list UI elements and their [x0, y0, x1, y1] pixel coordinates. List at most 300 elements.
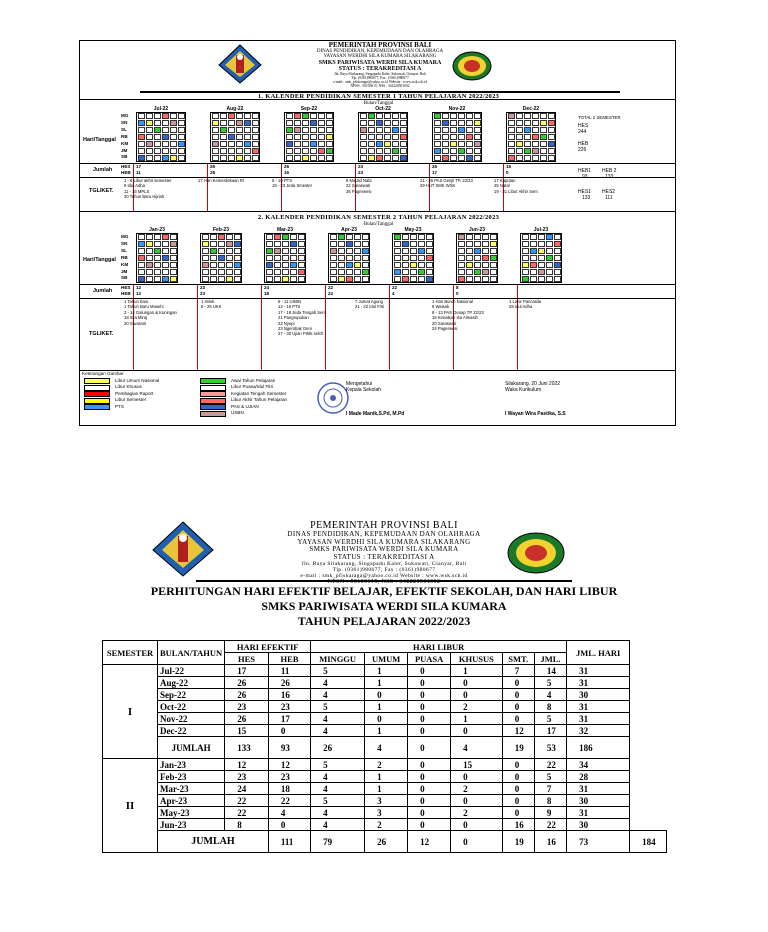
- day-code: RB: [121, 133, 128, 139]
- calendar-day-cell: [524, 113, 531, 119]
- table-row: [103, 807, 667, 819]
- calendar-day-cell: [548, 141, 555, 147]
- calendar-day-cell: [298, 276, 305, 282]
- calendar-day-cell: [516, 141, 523, 147]
- calendar-day-cell: [290, 248, 297, 254]
- calendar-day-cell: [458, 241, 465, 247]
- calendar-day-cell: [458, 148, 465, 154]
- calendar-day-cell: [554, 269, 561, 275]
- calendar-day-cell: [554, 234, 561, 240]
- calendar-day-cell: [146, 113, 153, 119]
- calendar-note: 21 - 26 PAS Genjil TP. 22/23: [420, 178, 473, 183]
- calendar-note: 11 - 16 MPLS: [124, 188, 150, 194]
- calendar-day-cell: [338, 255, 345, 261]
- value-cell: 5: [534, 771, 566, 783]
- calendar-day-cell: [286, 127, 293, 133]
- calendar-note: 1 Tahun Baru Masehi: [124, 304, 164, 310]
- calendar-day-cell: [474, 113, 481, 119]
- value-cell: 0: [365, 689, 408, 701]
- value-cell: 0: [502, 807, 534, 819]
- jumlah-value: 8: [456, 285, 459, 290]
- calendar-day-cell: [162, 234, 169, 240]
- table-row: [103, 771, 667, 783]
- calendar-day-cell: [434, 120, 441, 126]
- calendar-note: 17 - 18 Jeda Tengah Sem: [278, 309, 326, 315]
- calendar-note: 7 Jumat Agung: [355, 299, 383, 304]
- calendar-day-cell: [138, 234, 145, 240]
- calendar-note: 1 Hari Buruh Nasional: [432, 299, 473, 304]
- calendar-day-cell: [138, 248, 145, 254]
- month-separator: [207, 164, 208, 212]
- calendar-day-cell: [458, 120, 465, 126]
- calendar-day-cell: [540, 120, 547, 126]
- value-cell: 9: [534, 807, 566, 819]
- letterhead-line: YAYASAN WERDHI SILA KUMARA SILAKARANG: [323, 54, 437, 60]
- calendar-day-cell: [554, 276, 561, 282]
- calendar-day-cell: [522, 269, 529, 275]
- calendar-day-cell: [226, 241, 233, 247]
- value-cell: 22: [534, 819, 566, 831]
- value-cell: 4: [311, 771, 365, 783]
- calendar-day-cell: [426, 241, 433, 247]
- calendar-day-cell: [310, 148, 317, 154]
- month-cell: Sep-22: [158, 689, 225, 701]
- calendar-day-cell: [532, 155, 539, 161]
- legend-title: Keterangan Gambar: [82, 371, 124, 376]
- day-code: MG: [121, 234, 129, 239]
- calendar-day-cell: [394, 255, 401, 261]
- calendar-day-cell: [360, 141, 367, 147]
- month-name: Sep-22: [300, 106, 318, 112]
- calendar-day-cell: [294, 134, 301, 140]
- calendar-day-cell: [418, 276, 425, 282]
- header-puasa: PUASA: [408, 653, 451, 665]
- calendar-day-cell: [294, 127, 301, 133]
- calendar-day-cell: [384, 134, 391, 140]
- calendar-day-cell: [170, 262, 177, 268]
- calendar-day-cell: [294, 141, 301, 147]
- value-cell: 0: [408, 725, 451, 737]
- jumlah-value: 17: [432, 170, 438, 175]
- day-code: JM: [121, 147, 128, 153]
- calendar-day-cell: [146, 241, 153, 247]
- letterhead-line: STATUS : TERAKREDITASI A: [333, 552, 435, 561]
- calendar-day-cell: [138, 155, 145, 161]
- semester-cell: I: [103, 665, 158, 759]
- summary-hes-label: HES: [578, 123, 589, 129]
- table-row: [103, 759, 667, 771]
- month-block: [328, 227, 370, 283]
- calendar-day-cell: [346, 234, 353, 240]
- calendar-day-cell: [376, 141, 383, 147]
- value-cell: 2: [451, 701, 503, 713]
- calendar-day-cell: [346, 262, 353, 268]
- calendar-day-cell: [310, 113, 317, 119]
- calendar-day-cell: [410, 276, 417, 282]
- letterhead-line: Jln. Raya Silakarang, Singapadu Kaler, Sukawati, Gianyar, Bali: [334, 71, 426, 76]
- calendar-note: 9 Idul Adha: [124, 183, 145, 189]
- semester-cell: II: [103, 759, 158, 853]
- value-cell: 4: [311, 725, 365, 737]
- calendar-day-cell: [466, 155, 473, 161]
- calendar-day-cell: [138, 141, 145, 147]
- value-cell: 5: [311, 701, 365, 713]
- value-cell: 1: [451, 665, 503, 677]
- value-cell: 11: [268, 665, 310, 677]
- sem2-jumlah-codes: [121, 285, 131, 297]
- legend-label: Libur Umum Nasional: [115, 377, 160, 383]
- calendar-day-cell: [178, 155, 185, 161]
- calendar-day-cell: [410, 234, 417, 240]
- calendar-day-cell: [210, 262, 217, 268]
- grand-total-row: [103, 831, 667, 853]
- calendar-day-cell: [286, 113, 293, 119]
- calendar-day-cell: [546, 248, 553, 254]
- divider: [80, 284, 675, 285]
- calendar-day-cell: [392, 155, 399, 161]
- total-value: 133: [225, 737, 269, 759]
- letterhead-line: STATUS : TERAKREDITASI A: [338, 65, 422, 72]
- calendar-day-cell: [466, 148, 473, 154]
- value-cell: 0: [451, 771, 503, 783]
- summary-heb2-value: 133: [605, 174, 614, 180]
- calendar-day-cell: [508, 120, 515, 126]
- calendar-day-cell: [362, 276, 369, 282]
- day-code: SN: [121, 240, 128, 246]
- sign-right: [505, 381, 566, 417]
- header-bulan: BULAN/TAHUN: [158, 641, 225, 665]
- letterhead: [280, 41, 480, 89]
- calendar-day-cell: [290, 255, 297, 261]
- calendar-day-cell: [210, 269, 217, 275]
- calendar-note: 27 - 30 Ujian Prktk selch: [278, 331, 324, 337]
- calendar-day-cell: [394, 262, 401, 268]
- legend-label: PTS: [115, 403, 124, 409]
- calendar-day-cell: [362, 269, 369, 275]
- calendar-day-cell: [530, 269, 537, 275]
- calendar-day-cell: [368, 155, 375, 161]
- calendar-day-cell: [434, 155, 441, 161]
- calendar-day-cell: [540, 155, 547, 161]
- calendar-day-cell: [384, 148, 391, 154]
- divider: [80, 370, 675, 371]
- calendar-day-cell: [368, 148, 375, 154]
- calendar-day-cell: [290, 262, 297, 268]
- calendar-day-cell: [234, 241, 241, 247]
- calendar-day-cell: [402, 269, 409, 275]
- calendar-day-cell: [402, 234, 409, 240]
- calendar-day-cell: [434, 127, 441, 133]
- calendar-day-cell: [178, 113, 185, 119]
- table-row: [103, 677, 667, 689]
- calendar-day-cell: [330, 234, 337, 240]
- jumlah-value: 26: [210, 164, 216, 169]
- calendar-day-cell: [210, 248, 217, 254]
- calendar-day-cell: [234, 248, 241, 254]
- calendar-day-cell: [522, 234, 529, 240]
- calendar-day-cell: [490, 241, 497, 247]
- jumlah-value: 12: [136, 285, 142, 290]
- calendar-day-cell: [482, 234, 489, 240]
- calendar-day-cell: [346, 241, 353, 247]
- calendar-day-cell: [410, 248, 417, 254]
- value-cell: 17: [268, 713, 310, 725]
- header-minggu: MINGGU: [311, 653, 365, 665]
- jumlah-value: 23: [200, 291, 206, 296]
- calendar-day-cell: [252, 148, 259, 154]
- jumlah-value: 22: [328, 285, 334, 290]
- sign-space: [346, 393, 404, 411]
- calendar-day-cell: [508, 134, 515, 140]
- calendar-note: 23 Ngembak Geni: [278, 326, 312, 331]
- calendar-day-cell: [554, 248, 561, 254]
- calendar-day-cell: [354, 276, 361, 282]
- value-cell: 5: [311, 665, 365, 677]
- sem2-title: 2. KALENDER PENDIDIKAN SEMESTER 2 TAHUN PELAJARAN 2022/2023: [257, 214, 500, 221]
- calendar-note: 6 Waisak: [432, 304, 450, 310]
- jumlah-code: HEB: [121, 170, 131, 175]
- calendar-day-cell: [524, 155, 531, 161]
- calendar-day-cell: [508, 113, 515, 119]
- calendar-day-cell: [170, 148, 177, 154]
- calendar-day-cell: [244, 141, 251, 147]
- calendar-day-cell: [538, 276, 545, 282]
- value-cell: 8: [225, 819, 269, 831]
- calendar-day-cell: [418, 234, 425, 240]
- calendar-day-cell: [474, 241, 481, 247]
- calendar-day-cell: [384, 120, 391, 126]
- calendar-day-cell: [410, 241, 417, 247]
- summary-heb-value: 226: [578, 147, 587, 153]
- value-cell: 0: [408, 807, 451, 819]
- grand-total-value: 73: [567, 831, 630, 853]
- value-cell: 1: [451, 713, 503, 725]
- calendar-note: 18 Isra Miraj: [124, 315, 148, 321]
- letterhead-line: DINAS PENDIDIKAN, KEPEMUDAAN DAN OLAHRAGA: [316, 49, 444, 54]
- calendar-day-cell: [426, 262, 433, 268]
- calendar-day-cell: [362, 234, 369, 240]
- value-cell: 0: [451, 677, 503, 689]
- total-value: 4: [365, 737, 408, 759]
- calendar-note: 30 Tahun Baru Hijriah: [124, 194, 165, 200]
- calendar-day-cell: [418, 248, 425, 254]
- day-code: SL: [121, 247, 127, 253]
- calendar-day-cell: [466, 134, 473, 140]
- calendar-day-cell: [450, 141, 457, 147]
- calendar-day-cell: [516, 148, 523, 154]
- calendar-day-cell: [474, 248, 481, 254]
- calendar-day-cell: [146, 148, 153, 154]
- calendar-day-cell: [434, 134, 441, 140]
- month-block: [392, 227, 434, 283]
- calendar-day-cell: [530, 241, 537, 247]
- calendar-day-cell: [400, 148, 407, 154]
- calendar-day-cell: [146, 276, 153, 282]
- calendar-day-cell: [298, 248, 305, 254]
- table-row: [103, 795, 667, 807]
- calendar-day-cell: [400, 155, 407, 161]
- month-cell: Mar-23: [158, 783, 225, 795]
- calendar-day-cell: [532, 113, 539, 119]
- legend-label: Pembagian Raport: [115, 390, 154, 396]
- calendar-day-cell: [154, 241, 161, 247]
- calendar-day-cell: [146, 127, 153, 133]
- legend-swatch: [84, 385, 110, 391]
- calendar-day-cell: [450, 127, 457, 133]
- calendar-day-cell: [384, 155, 391, 161]
- value-cell: 3: [365, 807, 408, 819]
- calendar-day-cell: [354, 255, 361, 261]
- sem1-title: 1. KALENDER PENDIDIKAN SEMESTER 1 TAHUN PELAJARAN 2022/2023: [257, 93, 500, 100]
- calendar-day-cell: [546, 241, 553, 247]
- calendar-day-cell: [290, 234, 297, 240]
- calendar-day-cell: [286, 141, 293, 147]
- summary-hes1-label: HES1: [578, 189, 592, 195]
- calendar-day-cell: [282, 255, 289, 261]
- legend-swatch: [200, 411, 226, 417]
- calendar-day-cell: [330, 248, 337, 254]
- calendar-day-cell: [376, 120, 383, 126]
- calendar-day-cell: [162, 120, 169, 126]
- summary-hes-value: 244: [578, 129, 587, 135]
- calendar-note: 29 HUT SMK WSK: [420, 183, 456, 189]
- calendar-day-cell: [442, 155, 449, 161]
- calendar-day-cell: [228, 141, 235, 147]
- calendar-day-cell: [162, 113, 169, 119]
- summary-heb2-label: HEB 2: [602, 168, 617, 174]
- jumlah-value: 16: [284, 170, 290, 175]
- grand-total-value: 16: [534, 831, 566, 853]
- calendar-day-cell: [274, 262, 281, 268]
- letterhead-line: SMKS PARIWISATA WERDI SILA KUMARA: [318, 59, 442, 66]
- calendar-day-cell: [146, 262, 153, 268]
- calendar-day-cell: [218, 276, 225, 282]
- calendar-note: 13 - 16 PTS: [278, 304, 301, 310]
- calendar-day-cell: [178, 148, 185, 154]
- calendar-day-cell: [466, 248, 473, 254]
- value-cell: 15: [225, 725, 269, 737]
- day-code: SB: [121, 275, 128, 281]
- calendar-day-cell: [170, 141, 177, 147]
- month-name: May-23: [404, 227, 422, 233]
- calendar-day-cell: [394, 234, 401, 240]
- calendar-note: 26 Pagerwesi: [346, 188, 372, 194]
- calendar-day-cell: [302, 134, 309, 140]
- jumlah-value: 23: [200, 285, 206, 290]
- calendar-day-cell: [400, 113, 407, 119]
- header-khusus: KHUSUS: [451, 653, 503, 665]
- value-cell: 4: [534, 689, 566, 701]
- calendar-day-cell: [274, 276, 281, 282]
- calendar-day-cell: [450, 134, 457, 140]
- calendar-day-cell: [226, 234, 233, 240]
- calendar-day-cell: [302, 120, 309, 126]
- jumlah-value: 23: [358, 170, 364, 175]
- calendar-day-cell: [138, 120, 145, 126]
- month-block: [264, 227, 306, 283]
- value-cell: 0: [451, 819, 503, 831]
- calendar-note: 21 - 22 Idul Fitri: [355, 304, 385, 310]
- calendar-day-cell: [236, 113, 243, 119]
- header-hes: HES: [225, 653, 269, 665]
- calendar-day-cell: [226, 262, 233, 268]
- calendar-day-cell: [178, 120, 185, 126]
- sem2-row-jumlah: Jumlah: [93, 288, 113, 294]
- sign-right-line: Silakarang, 20 Juni 2022: [505, 381, 561, 387]
- calendar-day-cell: [458, 141, 465, 147]
- calendar-day-cell: [466, 262, 473, 268]
- sign-left-line: Mengetahui: [346, 381, 373, 387]
- calendar-day-cell: [450, 120, 457, 126]
- jumlah-value: 26: [284, 164, 290, 169]
- calendar-day-cell: [162, 134, 169, 140]
- calendar-day-cell: [354, 269, 361, 275]
- calendar-day-cell: [212, 127, 219, 133]
- calendar-day-cell: [516, 134, 523, 140]
- calendar-day-cell: [538, 262, 545, 268]
- value-cell: 31: [567, 701, 630, 713]
- calendar-day-cell: [220, 113, 227, 119]
- calendar-day-cell: [532, 134, 539, 140]
- calendar-day-cell: [146, 141, 153, 147]
- calendar-day-cell: [266, 276, 273, 282]
- calendar-day-cell: [392, 120, 399, 126]
- calendar-day-cell: [266, 241, 273, 247]
- calendar-day-cell: [474, 255, 481, 261]
- calendar-day-cell: [234, 262, 241, 268]
- calendar-day-cell: [266, 269, 273, 275]
- sem2-row-tglket: TGLIKET.: [89, 331, 114, 337]
- calendar-day-cell: [554, 255, 561, 261]
- calendar-day-cell: [310, 120, 317, 126]
- calendar-day-cell: [154, 148, 161, 154]
- calendar-day-cell: [266, 248, 273, 254]
- jumlah-value: 0: [506, 170, 509, 175]
- value-cell: 22: [268, 795, 310, 807]
- calendar-day-cell: [162, 262, 169, 268]
- value-cell: 1: [365, 725, 408, 737]
- letterhead-line: e-mail : smk_pfiskaraga@yahoo.co.id Website : www.wsk.sch.id: [333, 80, 427, 85]
- calendar-day-cell: [458, 248, 465, 254]
- calendar-day-cell: [538, 234, 545, 240]
- value-cell: 0: [451, 689, 503, 701]
- calendar-day-cell: [178, 141, 185, 147]
- calendar-day-cell: [474, 276, 481, 282]
- calendar-day-cell: [218, 248, 225, 254]
- legend-label: Libur Akhir Tahun Pelajaran: [231, 397, 288, 402]
- calendar-day-cell: [170, 255, 177, 261]
- calendar-day-cell: [466, 241, 473, 247]
- letterhead-rule-large: [196, 580, 572, 582]
- calendar-day-cell: [162, 127, 169, 133]
- calendar-day-cell: [170, 276, 177, 282]
- calendar-day-cell: [522, 255, 529, 261]
- value-cell: 0: [268, 819, 310, 831]
- calendar-day-cell: [236, 127, 243, 133]
- letterhead-line: Tlp. (0361)980677, Fax : (0361)980677: [351, 76, 409, 81]
- value-cell: 0: [408, 689, 451, 701]
- calendar-day-cell: [282, 248, 289, 254]
- sem2-row-hari: Hari/Tanggal: [83, 257, 116, 263]
- calendar-note: 21 Pangrupukan: [278, 315, 309, 321]
- calendar-day-cell: [360, 127, 367, 133]
- calendar-day-cell: [524, 148, 531, 154]
- calendar-day-cell: [202, 255, 209, 261]
- calendar-note: 1 Tahun baru: [124, 299, 149, 304]
- calendar-day-cell: [524, 127, 531, 133]
- summary-hes2-label: HES2: [602, 189, 616, 195]
- effective-table-body: [103, 665, 667, 853]
